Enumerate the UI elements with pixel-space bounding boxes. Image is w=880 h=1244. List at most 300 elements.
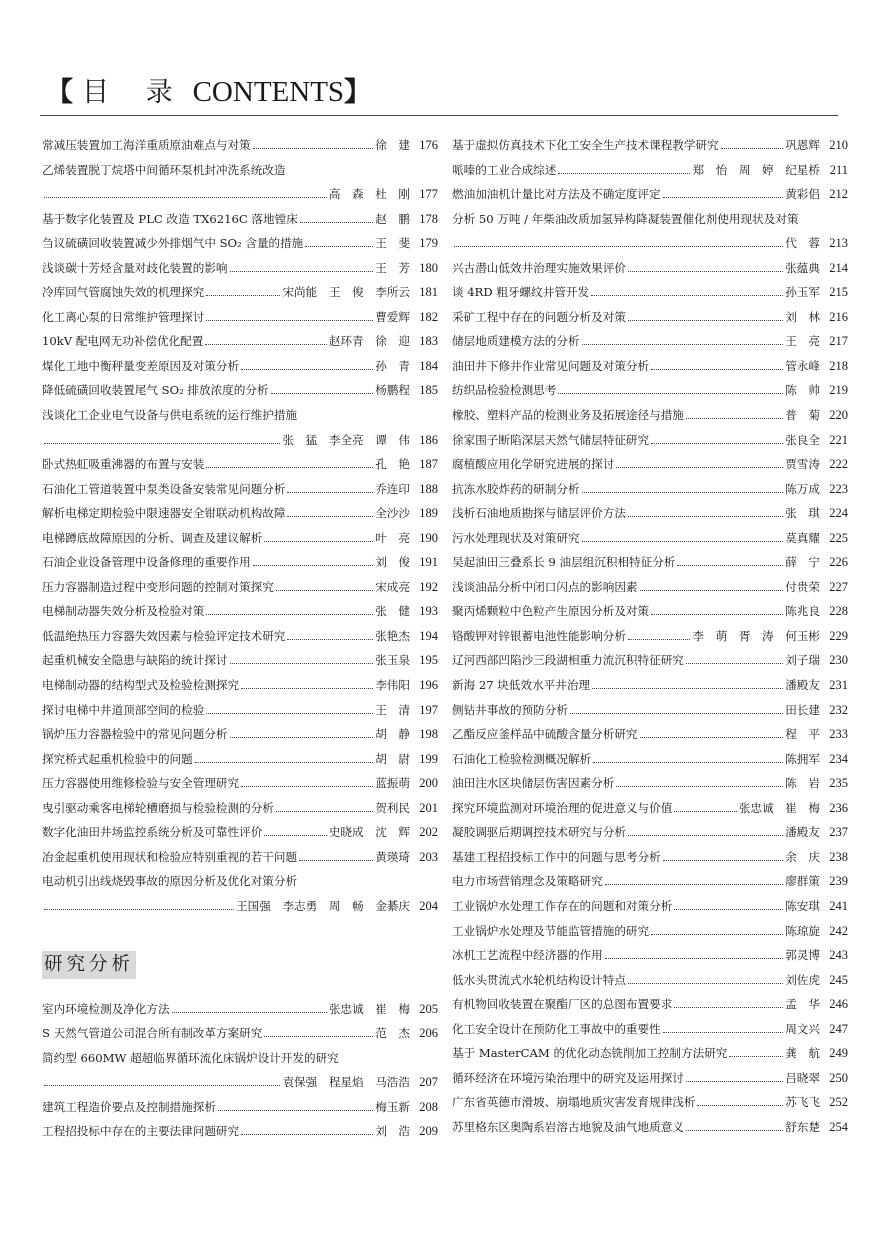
section-entry-list bbox=[42, 997, 438, 1144]
entry-author: 张 琪 bbox=[785, 506, 820, 521]
toc-entry[interactable] bbox=[452, 722, 848, 747]
entry-line bbox=[42, 133, 438, 158]
toc-entry[interactable] bbox=[42, 256, 438, 281]
entry-line bbox=[452, 550, 848, 575]
entry-page-number: 214 bbox=[829, 260, 848, 275]
entry-title: 储层地质建模方法的分析 bbox=[452, 334, 580, 349]
entry-author: 周文兴 bbox=[785, 1021, 820, 1036]
entry-title: 冶金起重机使用现状和检验应特别重视的若干问题 bbox=[42, 849, 298, 864]
dot-leader bbox=[44, 909, 234, 910]
entry-line bbox=[42, 305, 438, 330]
entry-author: 胡 静 bbox=[375, 727, 410, 742]
toc-entry[interactable] bbox=[452, 968, 848, 993]
dot-leader bbox=[628, 983, 783, 984]
entry-page-number: 233 bbox=[829, 727, 848, 742]
entry-author: 陈拥军 bbox=[785, 751, 820, 766]
entry-page-number: 220 bbox=[829, 408, 848, 423]
toc-entry[interactable] bbox=[452, 845, 848, 870]
toc-entry[interactable] bbox=[42, 673, 438, 698]
dot-leader bbox=[206, 713, 373, 714]
entry-author: 张蕴典 bbox=[785, 260, 820, 275]
entry-line bbox=[42, 550, 438, 575]
entry-title: 解析电梯定期检验中限速器安全钳联动机构故障 bbox=[42, 506, 286, 521]
toc-entry[interactable] bbox=[452, 133, 848, 158]
entry-line bbox=[452, 869, 848, 894]
dot-leader bbox=[663, 197, 784, 198]
entry-author: 叶 亮 bbox=[375, 530, 410, 545]
toc-entry[interactable] bbox=[42, 403, 438, 452]
entry-author: 王 亮 bbox=[785, 334, 820, 349]
left-bracket: 【 bbox=[46, 77, 74, 108]
entry-title: 10kV 配电网无功补偿优化配置 bbox=[42, 334, 204, 349]
toc-entry[interactable] bbox=[42, 1119, 438, 1144]
toc-entry[interactable] bbox=[452, 771, 848, 796]
dot-leader bbox=[241, 688, 373, 689]
dot-leader bbox=[195, 762, 373, 763]
entry-page-number: 177 bbox=[419, 187, 438, 202]
toc-entry[interactable] bbox=[452, 698, 848, 723]
toc-entry[interactable] bbox=[42, 378, 438, 403]
toc-entry[interactable] bbox=[42, 820, 438, 845]
dot-leader bbox=[241, 786, 373, 787]
dot-leader bbox=[206, 320, 373, 321]
entry-title: 兴古潜山低效井治理实施效果评价 bbox=[452, 260, 626, 275]
dot-leader bbox=[686, 663, 783, 664]
entry-title: 抗冻水胶炸药的研制分析 bbox=[452, 481, 580, 496]
dot-leader bbox=[253, 565, 374, 566]
entry-line bbox=[452, 673, 848, 698]
dot-leader bbox=[230, 271, 374, 272]
entry-author: 普 菊 bbox=[785, 408, 820, 423]
toc-entry[interactable] bbox=[42, 133, 438, 158]
dot-leader bbox=[651, 443, 783, 444]
entry-title: 有机物回收装置在聚酯厂区的总图布置要求 bbox=[452, 997, 673, 1012]
entry-author: 梅玉新 bbox=[375, 1099, 410, 1114]
entry-page-number: 200 bbox=[419, 776, 438, 791]
entry-page-number: 224 bbox=[829, 506, 848, 521]
dot-leader bbox=[686, 1081, 783, 1082]
entry-page-number: 226 bbox=[829, 555, 848, 570]
entry-line bbox=[42, 722, 438, 747]
entry-line bbox=[452, 599, 848, 624]
entry-line bbox=[452, 648, 848, 673]
entry-title: 污水处理现状及对策研究 bbox=[452, 530, 580, 545]
entry-page-number: 242 bbox=[829, 923, 848, 938]
entry-page-number: 193 bbox=[419, 604, 438, 619]
entry-title: 电动机引出线烧毁事故的原因分析及优化对策分析 bbox=[42, 874, 298, 889]
entry-page-number: 190 bbox=[419, 530, 438, 545]
toc-entry[interactable] bbox=[452, 305, 848, 330]
entry-page-number: 180 bbox=[419, 260, 438, 275]
dot-leader bbox=[663, 1032, 784, 1033]
entry-title: 常减压装置加工海洋重质原油难点与对策 bbox=[42, 138, 251, 152]
toc-entry[interactable] bbox=[452, 673, 848, 698]
entry-page-number: 183 bbox=[419, 334, 438, 349]
dot-leader bbox=[640, 737, 784, 738]
entry-line bbox=[42, 894, 438, 919]
entry-author: 代 蓉 bbox=[785, 236, 820, 251]
entry-line bbox=[42, 354, 438, 379]
entry-author: 余 庆 bbox=[785, 849, 820, 864]
entry-line bbox=[452, 158, 848, 183]
entry-line bbox=[42, 698, 438, 723]
dot-leader bbox=[264, 1036, 373, 1037]
entry-line bbox=[42, 231, 438, 256]
toc-entry[interactable] bbox=[452, 526, 848, 551]
toc-entry[interactable] bbox=[42, 1021, 438, 1046]
entry-author: 贺利民 bbox=[375, 800, 410, 815]
entry-author: 李伟阳 bbox=[375, 678, 410, 693]
entry-author: 黄彩侣 bbox=[785, 187, 820, 202]
entry-title: 油田注水区块储层伤害因素分析 bbox=[452, 776, 615, 791]
entry-page-number: 189 bbox=[419, 506, 438, 521]
toc-entry[interactable] bbox=[42, 575, 438, 600]
entry-author: 乔连印 bbox=[375, 481, 410, 496]
entry-line bbox=[452, 182, 848, 207]
entry-page-number: 191 bbox=[419, 555, 438, 570]
dot-leader bbox=[230, 737, 374, 738]
entry-author: 胡 尉 bbox=[375, 751, 410, 766]
toc-entry[interactable] bbox=[42, 231, 438, 256]
entry-line bbox=[452, 1090, 848, 1115]
dot-leader bbox=[582, 492, 784, 493]
dot-leader bbox=[663, 860, 784, 861]
entry-line bbox=[452, 968, 848, 993]
entry-line bbox=[42, 1119, 438, 1144]
toc-entry[interactable] bbox=[452, 428, 848, 453]
entry-title: 起重机械安全隐患与缺陷的统计探讨 bbox=[42, 653, 228, 668]
entry-author: 刘子瑞 bbox=[785, 653, 820, 668]
dot-leader bbox=[651, 614, 783, 615]
entry-title: 化工安全设计在预防化工事故中的重要性 bbox=[452, 1021, 661, 1036]
entry-page-number: 245 bbox=[829, 972, 848, 987]
entry-page-number: 208 bbox=[419, 1099, 438, 1114]
entry-author: 刘佐虎 bbox=[785, 972, 820, 987]
entry-author: 潘殿友 bbox=[785, 678, 820, 693]
entry-title: 探讨电梯中井道顶部空间的检验 bbox=[42, 702, 205, 717]
toc-entry[interactable] bbox=[452, 599, 848, 624]
entry-title: 乙烯装置脱丁烷塔中间循环泵机封冲洗系统改造 bbox=[42, 162, 286, 177]
dot-leader bbox=[593, 762, 783, 763]
right-entry-list bbox=[452, 133, 848, 1139]
toc-entry[interactable] bbox=[452, 796, 848, 821]
entry-title: 乙酯反应釜样品中硫酸含量分析研究 bbox=[452, 727, 638, 742]
entry-title: 侧钻井事故的预防分析 bbox=[452, 702, 568, 717]
entry-author: 廖群策 bbox=[785, 874, 820, 889]
entry-author: 赵 鹏 bbox=[375, 211, 410, 226]
toc-entry[interactable] bbox=[452, 624, 848, 649]
entry-author: 范 杰 bbox=[375, 1026, 410, 1041]
toc-entry[interactable] bbox=[452, 550, 848, 575]
entry-page-number: 243 bbox=[829, 948, 848, 963]
entry-author: 李 萌 胥 涛 何玉彬 bbox=[692, 628, 820, 643]
toc-entry[interactable] bbox=[42, 354, 438, 379]
dot-leader bbox=[305, 246, 373, 247]
entry-page-number: 185 bbox=[419, 383, 438, 398]
entry-title: 浅析石油地质勘探与储层评价方法 bbox=[452, 506, 626, 521]
entry-page-number: 223 bbox=[829, 481, 848, 496]
entry-page-number: 234 bbox=[829, 751, 848, 766]
entry-title: 数字化油田井场监控系统分析及可靠性评价 bbox=[42, 825, 263, 840]
entry-title: 压力容器制造过程中变形问题的控制对策探究 bbox=[42, 579, 274, 594]
toc-entry[interactable] bbox=[42, 869, 438, 918]
entry-page-number: 201 bbox=[419, 800, 438, 815]
entry-line bbox=[42, 452, 438, 477]
toc-entry[interactable] bbox=[452, 452, 848, 477]
entry-page-number: 213 bbox=[829, 236, 848, 251]
entry-line bbox=[42, 673, 438, 698]
entry-author: 陈安琪 bbox=[785, 898, 820, 913]
toc-entry[interactable] bbox=[452, 1090, 848, 1115]
entry-title: 低温绝热压力容器失效因素与检验评定技术研究 bbox=[42, 628, 286, 643]
entry-title: 工程招投标中存在的主要法律问题研究 bbox=[42, 1124, 240, 1139]
entry-title: 聚丙烯颗粒中色粒产生原因分析及对策 bbox=[452, 604, 650, 619]
entry-author: 舒东楚 bbox=[785, 1119, 820, 1134]
entry-title: 谈 4RD 粗牙螺纹井管开发 bbox=[452, 285, 590, 300]
entry-page-number: 197 bbox=[419, 702, 438, 717]
entry-page-number: 241 bbox=[829, 898, 848, 913]
entry-author: 程 平 bbox=[785, 727, 820, 742]
entry-page-number: 239 bbox=[829, 874, 848, 889]
left-entry-list bbox=[42, 133, 438, 919]
entry-title: 电梯蹲底故障原因的分析、调查及建议解析 bbox=[42, 530, 263, 545]
entry-line bbox=[42, 329, 438, 354]
dot-leader bbox=[616, 786, 783, 787]
dot-leader bbox=[44, 1085, 280, 1086]
toc-entry[interactable] bbox=[452, 992, 848, 1017]
entry-title: 卧式热虹吸重沸器的布置与安装 bbox=[42, 457, 205, 472]
toc-entry[interactable] bbox=[452, 354, 848, 379]
dot-leader bbox=[241, 1134, 373, 1135]
toc-entry[interactable] bbox=[42, 599, 438, 624]
toc-entry[interactable] bbox=[452, 648, 848, 673]
toc-entry[interactable] bbox=[42, 501, 438, 526]
dot-leader bbox=[300, 222, 373, 223]
toc-entry[interactable] bbox=[42, 722, 438, 747]
entry-line bbox=[452, 894, 848, 919]
toc-entry[interactable] bbox=[42, 329, 438, 354]
entry-page-number: 209 bbox=[419, 1124, 438, 1139]
toc-entry[interactable] bbox=[42, 771, 438, 796]
entry-page-number: 206 bbox=[419, 1026, 438, 1041]
entry-page-number: 215 bbox=[829, 285, 848, 300]
entry-line bbox=[42, 1070, 438, 1095]
entry-title: 曳引驱动乘客电梯轮槽磨损与检验检测的分析 bbox=[42, 800, 274, 815]
entry-line bbox=[42, 820, 438, 845]
toc-entry[interactable] bbox=[42, 280, 438, 305]
entry-title: 简约型 660MW 超超临界循环流化床锅炉设计开发的研究 bbox=[42, 1050, 339, 1065]
toc-entry[interactable] bbox=[42, 1046, 438, 1095]
entry-author: 杨鹏程 bbox=[375, 383, 410, 398]
entry-title: 纺织品检验检测思考 bbox=[452, 383, 557, 398]
entry-page-number: 192 bbox=[419, 579, 438, 594]
toc-entry[interactable] bbox=[42, 550, 438, 575]
entry-page-number: 212 bbox=[829, 187, 848, 202]
entry-author: 张 猛 李全亮 谭 伟 bbox=[282, 432, 410, 447]
toc-entry[interactable] bbox=[452, 477, 848, 502]
entry-author: 田长建 bbox=[785, 702, 820, 717]
entry-author: 宋尚能 王 俊 李所云 bbox=[282, 285, 410, 300]
toc-entry[interactable] bbox=[452, 919, 848, 944]
dot-leader bbox=[582, 541, 784, 542]
dot-leader bbox=[206, 614, 373, 615]
entry-author: 苏飞飞 bbox=[785, 1095, 820, 1110]
entry-title: 室内环境检测及净化方法 bbox=[42, 1001, 170, 1016]
toc-entry[interactable] bbox=[452, 182, 848, 207]
toc-entry[interactable] bbox=[452, 1115, 848, 1140]
dot-leader bbox=[558, 393, 783, 394]
entry-author: 薛 宁 bbox=[785, 555, 820, 570]
dot-leader bbox=[592, 688, 783, 689]
entry-page-number: 187 bbox=[419, 457, 438, 472]
entry-page-number: 246 bbox=[829, 997, 848, 1012]
entry-title: 铬酸钾对锌银蓄电池性能影响分析 bbox=[452, 628, 626, 643]
entry-author: 孙玉军 bbox=[785, 285, 820, 300]
toc-entry[interactable] bbox=[42, 158, 438, 207]
entry-title: 循环经济在环境污染治理中的研究及运用探讨 bbox=[452, 1070, 684, 1085]
entry-page-number: 198 bbox=[419, 727, 438, 742]
entry-line bbox=[452, 501, 848, 526]
dot-leader bbox=[253, 148, 374, 149]
dot-leader bbox=[271, 393, 374, 394]
toc-entry[interactable] bbox=[452, 869, 848, 894]
toc-entry[interactable] bbox=[452, 403, 848, 428]
entry-author: 潘殿友 bbox=[785, 825, 820, 840]
entry-title: 广东省英德市滑坡、崩塌地质灾害发育规律浅析 bbox=[452, 1095, 696, 1110]
dot-leader bbox=[729, 1056, 783, 1057]
entry-line bbox=[452, 452, 848, 477]
entry-author: 贾雪涛 bbox=[785, 457, 820, 472]
toc-entry[interactable] bbox=[452, 158, 848, 183]
toc-entry[interactable] bbox=[42, 207, 438, 232]
entry-page-number: 195 bbox=[419, 653, 438, 668]
toc-entry[interactable] bbox=[42, 648, 438, 673]
entry-title: 石油化工检验检测概况解析 bbox=[452, 751, 592, 766]
entry-title: 辽河西部凹陷沙三段湖相重力流沉积特征研究 bbox=[452, 653, 684, 668]
dot-leader bbox=[651, 934, 783, 935]
entry-author: 全沙沙 bbox=[375, 506, 410, 521]
dot-leader bbox=[264, 835, 327, 836]
entry-page-number: 178 bbox=[419, 211, 438, 226]
right-column bbox=[452, 133, 848, 1139]
entry-line bbox=[42, 747, 438, 772]
entry-page-number: 252 bbox=[829, 1095, 848, 1110]
entry-title: 煤化工地中衡秤量变差原因及对策分析 bbox=[42, 358, 240, 373]
entry-page-number: 199 bbox=[419, 751, 438, 766]
dot-leader bbox=[674, 811, 737, 812]
entry-line bbox=[452, 526, 848, 551]
entry-author: 张忠诚 崔 梅 bbox=[328, 1001, 410, 1016]
entry-line bbox=[42, 1095, 438, 1120]
entry-title: 刍议硫磺回收装置减少外排烟气中 SO₂ 含量的措施 bbox=[42, 236, 304, 251]
toc-entry[interactable] bbox=[42, 452, 438, 477]
toc-entry[interactable] bbox=[42, 698, 438, 723]
dot-leader bbox=[570, 713, 783, 714]
entry-line bbox=[452, 1041, 848, 1066]
entry-line bbox=[452, 747, 848, 772]
entry-title: 橡胶、塑料产品的检测业务及拓展途径与措施 bbox=[452, 408, 684, 423]
entry-page-number: 181 bbox=[419, 285, 438, 300]
entry-line bbox=[42, 796, 438, 821]
entry-line bbox=[452, 428, 848, 453]
entry-line bbox=[452, 771, 848, 796]
entry-title: 石油化工管道装置中泵类设备安装常见问题分析 bbox=[42, 481, 286, 496]
dot-leader bbox=[299, 860, 373, 861]
toc-entry[interactable] bbox=[452, 329, 848, 354]
toc-entry[interactable] bbox=[42, 526, 438, 551]
entry-line bbox=[42, 1021, 438, 1046]
entry-line bbox=[42, 428, 438, 453]
dot-leader bbox=[44, 443, 280, 444]
toc-entry[interactable] bbox=[452, 747, 848, 772]
toc-entry[interactable] bbox=[42, 477, 438, 502]
toc-entry[interactable] bbox=[42, 997, 438, 1022]
entry-line bbox=[452, 329, 848, 354]
toc-entry[interactable] bbox=[452, 280, 848, 305]
entry-title: 分析 50 万吨 / 年柴油改质加氢异构降凝装置催化剂使用现状及对策 bbox=[452, 211, 799, 226]
toc-entry[interactable] bbox=[452, 1066, 848, 1091]
toc-entry[interactable] bbox=[452, 894, 848, 919]
toc-entry[interactable] bbox=[42, 624, 438, 649]
toc-entry[interactable] bbox=[452, 501, 848, 526]
entry-page-number: 207 bbox=[419, 1075, 438, 1090]
entry-title: 采矿工程中存在的问题分析及对策 bbox=[452, 309, 626, 324]
entry-author: 孔 艳 bbox=[375, 457, 410, 472]
toc-entry[interactable] bbox=[452, 1017, 848, 1042]
entry-title: 压力容器使用维修检验与安全管理研究 bbox=[42, 776, 240, 791]
entry-line bbox=[452, 722, 848, 747]
entry-line bbox=[452, 820, 848, 845]
dot-leader bbox=[628, 320, 783, 321]
toc-entry[interactable] bbox=[452, 820, 848, 845]
entry-title: 基于数字化装置及 PLC 改造 TX6216C 落地镗床 bbox=[42, 211, 298, 226]
toc-entry[interactable] bbox=[452, 943, 848, 968]
entry-author: 陈兆良 bbox=[785, 604, 820, 619]
entry-author: 孙 青 bbox=[375, 358, 410, 373]
toc-entry[interactable] bbox=[452, 378, 848, 403]
dot-leader bbox=[628, 835, 783, 836]
entry-line bbox=[42, 477, 438, 502]
entry-author: 王 芳 bbox=[375, 260, 410, 275]
toc-entry[interactable] bbox=[452, 575, 848, 600]
toc-entry[interactable] bbox=[452, 256, 848, 281]
dot-leader bbox=[582, 344, 784, 345]
entry-line bbox=[42, 575, 438, 600]
toc-entry[interactable] bbox=[42, 305, 438, 330]
entry-page-number: 219 bbox=[829, 383, 848, 398]
entry-page-number: 179 bbox=[419, 236, 438, 251]
entry-page-number: 205 bbox=[419, 1001, 438, 1016]
entry-page-number: 232 bbox=[829, 702, 848, 717]
dot-leader bbox=[205, 344, 326, 345]
dot-leader bbox=[628, 271, 783, 272]
entry-page-number: 203 bbox=[419, 849, 438, 864]
toc-entry[interactable] bbox=[42, 747, 438, 772]
entry-page-number: 196 bbox=[419, 678, 438, 693]
entry-line bbox=[452, 845, 848, 870]
toc-entry[interactable] bbox=[42, 796, 438, 821]
dot-leader bbox=[605, 958, 783, 959]
entry-page-number: 250 bbox=[829, 1070, 848, 1085]
toc-entry[interactable] bbox=[452, 1041, 848, 1066]
toc-entry[interactable] bbox=[452, 207, 848, 256]
entry-page-number: 235 bbox=[829, 776, 848, 791]
toc-entry[interactable] bbox=[42, 845, 438, 870]
entry-page-number: 237 bbox=[829, 825, 848, 840]
entry-page-number: 229 bbox=[829, 628, 848, 643]
entry-author: 陈琼旋 bbox=[785, 923, 820, 938]
toc-entry[interactable] bbox=[42, 1095, 438, 1120]
